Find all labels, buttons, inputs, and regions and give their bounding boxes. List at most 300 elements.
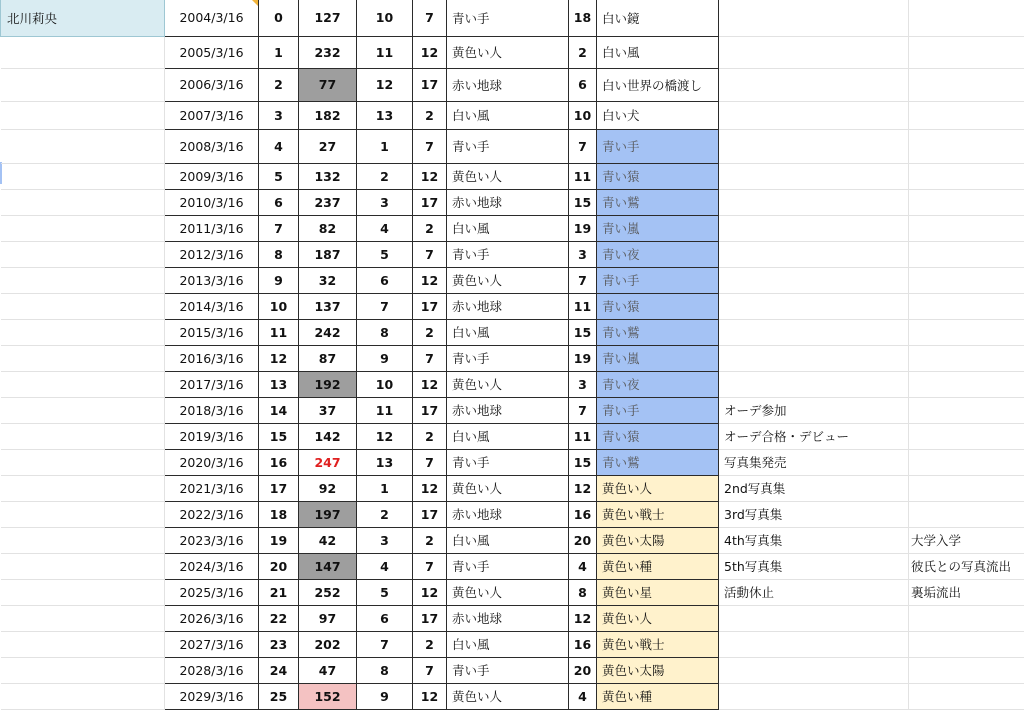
index-cell[interactable]: 19 [259,527,299,553]
name-cell[interactable] [1,293,165,319]
tone-cell[interactable]: 12 [357,68,413,101]
event2-cell[interactable] [909,423,1024,449]
tone-cell[interactable]: 6 [357,605,413,631]
kin-sign-cell[interactable]: 青い手 [447,345,569,371]
event2-cell[interactable]: 彼氏との写真流出 [909,553,1024,579]
kin-sign-cell[interactable]: 赤い地球 [447,397,569,423]
date-cell[interactable]: 2026/3/16 [165,605,259,631]
kin-number-cell[interactable]: 182 [299,101,357,129]
num-cell[interactable]: 17 [413,68,447,101]
guide-number-cell[interactable]: 11 [569,163,597,189]
event2-cell[interactable] [909,631,1024,657]
guide-number-cell[interactable]: 16 [569,501,597,527]
guide-number-cell[interactable]: 3 [569,371,597,397]
guide-sign-cell[interactable]: 黄色い種 [597,683,719,709]
guide-sign-cell[interactable]: 青い嵐 [597,215,719,241]
name-cell[interactable] [1,215,165,241]
kin-sign-cell[interactable]: 赤い地球 [447,501,569,527]
guide-number-cell[interactable]: 6 [569,68,597,101]
event2-cell[interactable] [909,397,1024,423]
index-cell[interactable]: 9 [259,267,299,293]
kin-sign-cell[interactable]: 黄色い人 [447,163,569,189]
index-cell[interactable]: 23 [259,631,299,657]
tone-cell[interactable]: 1 [357,475,413,501]
kin-number-cell[interactable]: 142 [299,423,357,449]
tone-cell[interactable]: 5 [357,579,413,605]
event2-cell[interactable] [909,345,1024,371]
event2-cell[interactable] [909,501,1024,527]
event2-cell[interactable] [909,215,1024,241]
guide-sign-cell[interactable]: 青い猿 [597,163,719,189]
index-cell[interactable]: 16 [259,449,299,475]
kin-sign-cell[interactable]: 青い手 [447,657,569,683]
tone-cell[interactable]: 9 [357,683,413,709]
guide-sign-cell[interactable]: 黄色い人 [597,605,719,631]
tone-cell[interactable]: 4 [357,215,413,241]
tone-cell[interactable]: 7 [357,293,413,319]
tone-cell[interactable]: 4 [357,553,413,579]
event-cell[interactable]: 写真集発売 [719,449,909,475]
event-cell[interactable]: 4th写真集 [719,527,909,553]
date-cell[interactable]: 2009/3/16 [165,163,259,189]
date-cell[interactable]: 2004/3/16 [165,0,259,36]
guide-sign-cell[interactable]: 黄色い戦士 [597,501,719,527]
guide-number-cell[interactable]: 15 [569,319,597,345]
index-cell[interactable]: 8 [259,241,299,267]
event-cell[interactable] [719,68,909,101]
num-cell[interactable]: 7 [413,657,447,683]
guide-sign-cell[interactable]: 白い風 [597,36,719,68]
index-cell[interactable]: 0 [259,0,299,36]
guide-sign-cell[interactable]: 青い手 [597,129,719,163]
num-cell[interactable]: 12 [413,579,447,605]
name-cell[interactable] [1,101,165,129]
kin-sign-cell[interactable]: 白い風 [447,423,569,449]
event2-cell[interactable] [909,0,1024,36]
date-cell[interactable]: 2016/3/16 [165,345,259,371]
index-cell[interactable]: 25 [259,683,299,709]
date-cell[interactable]: 2022/3/16 [165,501,259,527]
num-cell[interactable]: 2 [413,527,447,553]
num-cell[interactable]: 17 [413,605,447,631]
kin-number-cell[interactable]: 152 [299,683,357,709]
event-cell[interactable] [719,293,909,319]
kin-number-cell[interactable]: 237 [299,189,357,215]
guide-number-cell[interactable]: 3 [569,241,597,267]
num-cell[interactable]: 12 [413,371,447,397]
kin-sign-cell[interactable]: 黄色い人 [447,36,569,68]
num-cell[interactable]: 12 [413,267,447,293]
table-row [1,423,1024,449]
event-cell[interactable] [719,0,909,36]
kin-number-cell[interactable]: 37 [299,397,357,423]
table-row [1,605,1024,631]
table-row [1,631,1024,657]
kin-number-cell[interactable]: 87 [299,345,357,371]
tone-cell[interactable]: 8 [357,657,413,683]
guide-sign-cell[interactable]: 青い猿 [597,423,719,449]
date-cell[interactable]: 2017/3/16 [165,371,259,397]
name-cell[interactable] [1,371,165,397]
event2-cell[interactable] [909,605,1024,631]
guide-number-cell[interactable]: 4 [569,683,597,709]
name-cell[interactable] [1,553,165,579]
name-cell[interactable] [1,527,165,553]
guide-number-cell[interactable]: 20 [569,657,597,683]
event-cell[interactable] [719,129,909,163]
name-cell[interactable] [1,241,165,267]
date-cell[interactable]: 2011/3/16 [165,215,259,241]
event2-cell[interactable] [909,163,1024,189]
guide-number-cell[interactable]: 4 [569,553,597,579]
date-cell[interactable]: 2029/3/16 [165,683,259,709]
kin-number-cell[interactable]: 27 [299,129,357,163]
event2-cell[interactable] [909,189,1024,215]
num-cell[interactable]: 12 [413,683,447,709]
guide-number-cell[interactable]: 19 [569,215,597,241]
num-cell[interactable]: 2 [413,423,447,449]
table-row [1,683,1024,709]
event-cell[interactable] [719,605,909,631]
num-cell[interactable]: 12 [413,163,447,189]
kin-number-cell[interactable]: 92 [299,475,357,501]
num-cell[interactable]: 2 [413,215,447,241]
num-cell[interactable]: 17 [413,501,447,527]
tone-cell[interactable]: 13 [357,101,413,129]
date-cell[interactable]: 2013/3/16 [165,267,259,293]
table-row [1,345,1024,371]
guide-sign-cell[interactable]: 黄色い星 [597,579,719,605]
guide-sign-cell[interactable]: 白い犬 [597,101,719,129]
date-cell[interactable]: 2020/3/16 [165,449,259,475]
event-cell[interactable]: 活動休止 [719,579,909,605]
guide-sign-cell[interactable]: 青い鷲 [597,319,719,345]
name-cell[interactable] [1,345,165,371]
date-cell[interactable]: 2015/3/16 [165,319,259,345]
index-cell[interactable]: 3 [259,101,299,129]
guide-number-cell[interactable]: 19 [569,345,597,371]
num-cell[interactable]: 17 [413,397,447,423]
guide-number-cell[interactable]: 12 [569,605,597,631]
guide-number-cell[interactable]: 16 [569,631,597,657]
kin-number-cell[interactable]: 77 [299,68,357,101]
table-row [1,0,1024,36]
name-cell[interactable] [1,397,165,423]
kin-number-cell[interactable]: 132 [299,163,357,189]
kin-sign-cell[interactable]: 青い手 [447,129,569,163]
kin-sign-cell[interactable]: 白い風 [447,527,569,553]
kin-sign-cell[interactable]: 黄色い人 [447,579,569,605]
table-row [1,267,1024,293]
num-cell[interactable]: 17 [413,293,447,319]
tone-cell[interactable]: 2 [357,501,413,527]
kin-sign-cell[interactable]: 白い風 [447,215,569,241]
kin-number-cell[interactable]: 147 [299,553,357,579]
guide-number-cell[interactable]: 15 [569,189,597,215]
guide-number-cell[interactable]: 11 [569,423,597,449]
kin-number-cell[interactable]: 242 [299,319,357,345]
guide-sign-cell[interactable]: 白い鏡 [597,0,719,36]
guide-number-cell[interactable]: 15 [569,449,597,475]
kin-number-cell[interactable]: 247 [299,449,357,475]
num-cell[interactable]: 2 [413,101,447,129]
date-cell[interactable]: 2019/3/16 [165,423,259,449]
num-cell[interactable]: 7 [413,553,447,579]
index-cell[interactable]: 24 [259,657,299,683]
num-cell[interactable]: 12 [413,36,447,68]
guide-number-cell[interactable]: 7 [569,397,597,423]
tone-cell[interactable]: 11 [357,397,413,423]
date-cell[interactable]: 2018/3/16 [165,397,259,423]
num-cell[interactable]: 7 [413,0,447,36]
num-cell[interactable]: 7 [413,345,447,371]
event-cell[interactable] [719,371,909,397]
name-cell[interactable] [1,163,165,189]
name-cell[interactable] [1,475,165,501]
guide-number-cell[interactable]: 2 [569,36,597,68]
num-cell[interactable]: 2 [413,631,447,657]
name-cell[interactable] [1,449,165,475]
kin-number-cell[interactable]: 187 [299,241,357,267]
event2-cell[interactable]: 裏垢流出 [909,579,1024,605]
event-cell[interactable] [719,319,909,345]
kin-sign-cell[interactable]: 黄色い人 [447,683,569,709]
index-cell[interactable]: 21 [259,579,299,605]
index-cell[interactable]: 2 [259,68,299,101]
event2-cell[interactable] [909,129,1024,163]
kin-number-cell[interactable]: 47 [299,657,357,683]
guide-number-cell[interactable]: 18 [569,0,597,36]
event2-cell[interactable] [909,101,1024,129]
table-row [1,449,1024,475]
date-cell[interactable]: 2008/3/16 [165,129,259,163]
kin-sign-cell[interactable]: 赤い地球 [447,189,569,215]
kin-sign-cell[interactable]: 赤い地球 [447,605,569,631]
name-cell[interactable] [1,189,165,215]
name-cell[interactable] [1,423,165,449]
index-cell[interactable]: 6 [259,189,299,215]
tone-cell[interactable]: 3 [357,527,413,553]
event2-cell[interactable] [909,267,1024,293]
kin-sign-cell[interactable]: 赤い地球 [447,293,569,319]
index-cell[interactable]: 13 [259,371,299,397]
date-cell[interactable]: 2014/3/16 [165,293,259,319]
event-cell[interactable] [719,36,909,68]
name-cell[interactable] [1,579,165,605]
tone-cell[interactable]: 2 [357,163,413,189]
name-cell[interactable] [1,68,165,101]
event2-cell[interactable] [909,36,1024,68]
num-cell[interactable]: 12 [413,475,447,501]
date-cell[interactable]: 2028/3/16 [165,657,259,683]
name-cell[interactable] [1,267,165,293]
guide-number-cell[interactable]: 12 [569,475,597,501]
event-cell[interactable] [719,683,909,709]
event2-cell[interactable] [909,371,1024,397]
name-cell[interactable] [1,501,165,527]
num-cell[interactable]: 7 [413,129,447,163]
num-cell[interactable]: 7 [413,241,447,267]
guide-sign-cell[interactable]: 青い手 [597,267,719,293]
event-cell[interactable] [719,215,909,241]
index-cell[interactable]: 12 [259,345,299,371]
tone-cell[interactable]: 8 [357,319,413,345]
kin-sign-cell[interactable]: 青い手 [447,553,569,579]
guide-number-cell[interactable]: 20 [569,527,597,553]
event2-cell[interactable] [909,319,1024,345]
kin-sign-cell[interactable]: 黄色い人 [447,371,569,397]
event-cell[interactable]: 2nd写真集 [719,475,909,501]
event2-cell[interactable] [909,449,1024,475]
event-cell[interactable] [719,101,909,129]
guide-sign-cell[interactable]: 青い手 [597,397,719,423]
num-cell[interactable]: 2 [413,319,447,345]
tone-cell[interactable]: 13 [357,449,413,475]
event2-cell[interactable]: 大学入学 [909,527,1024,553]
event2-cell[interactable] [909,241,1024,267]
date-cell[interactable]: 2005/3/16 [165,36,259,68]
tone-cell[interactable]: 3 [357,189,413,215]
kin-number-cell[interactable]: 97 [299,605,357,631]
index-cell[interactable]: 10 [259,293,299,319]
index-cell[interactable]: 14 [259,397,299,423]
event-cell[interactable] [719,189,909,215]
name-cell[interactable] [1,36,165,68]
date-cell[interactable]: 2025/3/16 [165,579,259,605]
guide-sign-cell[interactable]: 黄色い太陽 [597,657,719,683]
tone-cell[interactable]: 10 [357,371,413,397]
event-cell[interactable]: オーデ合格・デビュー [719,423,909,449]
index-cell[interactable]: 20 [259,553,299,579]
guide-number-cell[interactable]: 7 [569,267,597,293]
date-cell[interactable]: 2007/3/16 [165,101,259,129]
name-cell[interactable] [1,657,165,683]
kin-sign-cell[interactable]: 赤い地球 [447,68,569,101]
guide-sign-cell[interactable]: 黄色い太陽 [597,527,719,553]
date-cell[interactable]: 2012/3/16 [165,241,259,267]
kin-number-cell[interactable]: 192 [299,371,357,397]
table-row [1,527,1024,553]
name-cell[interactable] [1,631,165,657]
kin-number-cell[interactable]: 82 [299,215,357,241]
tone-cell[interactable]: 9 [357,345,413,371]
kin-sign-cell[interactable]: 青い手 [447,241,569,267]
event2-cell[interactable] [909,657,1024,683]
guide-number-cell[interactable]: 11 [569,293,597,319]
event2-cell[interactable] [909,683,1024,709]
index-cell[interactable]: 17 [259,475,299,501]
name-cell[interactable] [1,129,165,163]
guide-sign-cell[interactable]: 青い鷲 [597,449,719,475]
kin-number-cell[interactable]: 202 [299,631,357,657]
index-cell[interactable]: 5 [259,163,299,189]
event-cell[interactable] [719,657,909,683]
kin-sign-cell[interactable]: 黄色い人 [447,267,569,293]
kin-number-cell[interactable]: 137 [299,293,357,319]
index-cell[interactable]: 1 [259,36,299,68]
event2-cell[interactable] [909,68,1024,101]
event2-cell[interactable] [909,475,1024,501]
event-cell[interactable] [719,241,909,267]
event-cell[interactable]: 5th写真集 [719,553,909,579]
index-cell[interactable]: 15 [259,423,299,449]
guide-sign-cell[interactable]: 青い猿 [597,293,719,319]
name-cell[interactable] [1,319,165,345]
tone-cell[interactable]: 6 [357,267,413,293]
guide-sign-cell[interactable]: 黄色い戦士 [597,631,719,657]
guide-number-cell[interactable]: 7 [569,129,597,163]
table-row [1,371,1024,397]
date-cell[interactable]: 2021/3/16 [165,475,259,501]
guide-sign-cell[interactable]: 青い嵐 [597,345,719,371]
num-cell[interactable]: 17 [413,189,447,215]
date-cell[interactable]: 2006/3/16 [165,68,259,101]
guide-sign-cell[interactable]: 青い鷲 [597,189,719,215]
guide-sign-cell[interactable]: 青い夜 [597,241,719,267]
event-cell[interactable]: 3rd写真集 [719,501,909,527]
event2-cell[interactable] [909,293,1024,319]
name-cell[interactable]: 北川莉央 [1,0,165,36]
kin-number-cell[interactable]: 197 [299,501,357,527]
kin-number-cell[interactable]: 42 [299,527,357,553]
kin-number-cell[interactable]: 32 [299,267,357,293]
kin-number-cell[interactable]: 127 [299,0,357,36]
tone-cell[interactable]: 7 [357,631,413,657]
tone-cell[interactable]: 12 [357,423,413,449]
date-cell[interactable]: 2027/3/16 [165,631,259,657]
event-cell[interactable] [719,267,909,293]
kin-sign-cell[interactable]: 白い風 [447,319,569,345]
kin-sign-cell[interactable]: 白い風 [447,101,569,129]
index-cell[interactable]: 4 [259,129,299,163]
tone-cell[interactable]: 5 [357,241,413,267]
index-cell[interactable]: 22 [259,605,299,631]
name-cell[interactable] [1,683,165,709]
tone-cell[interactable]: 1 [357,129,413,163]
event-cell[interactable] [719,163,909,189]
table-row [1,129,1024,163]
kin-number-cell[interactable]: 232 [299,36,357,68]
kin-number-cell[interactable]: 252 [299,579,357,605]
table-row [1,501,1024,527]
guide-sign-cell[interactable]: 白い世界の橋渡し [597,68,719,101]
kin-sign-cell[interactable]: 黄色い人 [447,475,569,501]
event-cell[interactable]: オーデ参加 [719,397,909,423]
guide-number-cell[interactable]: 8 [569,579,597,605]
event-cell[interactable] [719,345,909,371]
index-cell[interactable]: 18 [259,501,299,527]
kin-sign-cell[interactable]: 白い風 [447,631,569,657]
kin-sign-cell[interactable]: 青い手 [447,449,569,475]
table-row [1,241,1024,267]
date-cell[interactable]: 2023/3/16 [165,527,259,553]
tone-cell[interactable]: 11 [357,36,413,68]
guide-sign-cell[interactable]: 黄色い種 [597,553,719,579]
guide-number-cell[interactable]: 10 [569,101,597,129]
event-cell[interactable] [719,631,909,657]
date-cell[interactable]: 2010/3/16 [165,189,259,215]
kin-sign-cell[interactable]: 青い手 [447,0,569,36]
guide-sign-cell[interactable]: 青い夜 [597,371,719,397]
index-cell[interactable]: 7 [259,215,299,241]
tone-cell[interactable]: 10 [357,0,413,36]
date-cell[interactable]: 2024/3/16 [165,553,259,579]
table-row [1,319,1024,345]
guide-sign-cell[interactable]: 黄色い人 [597,475,719,501]
num-cell[interactable]: 7 [413,449,447,475]
index-cell[interactable]: 11 [259,319,299,345]
name-cell[interactable] [1,605,165,631]
